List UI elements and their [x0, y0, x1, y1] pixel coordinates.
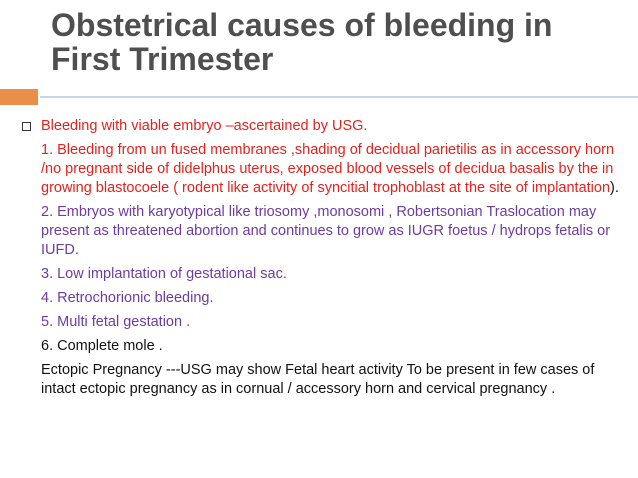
- ectopic-paragraph: Ectopic Pregnancy ---USG may show Fetal heart activity To be present in few cases of intact ectopic pregnancy as in cornual / accessory horn and cervical pregnancy .: [41, 362, 595, 397]
- title-line-1: Obstetrical causes of bleeding in: [51, 7, 553, 43]
- title-divider: [40, 96, 638, 98]
- list-item-2: 2. Embryos with karyotypical like triosomy ,monosomi , Robertsonian Traslocation may present as threatened abortion and continues to grow as IUGR foetus / hydrops fetalis or IUFD.: [41, 204, 611, 258]
- list-item-6: 6. Complete mole .: [41, 338, 163, 354]
- slide-body: [22, 117, 620, 404]
- item-1-text: 1. Bleeding from un fused membranes ,shading of decidual parietilis as in accessory horn /no pregnant side of didelphus uterus, exposed blood vessels of decidua basalis by the in growing blastocoele ( rodent like activity of syncitial trophoblast at the site of implantation: [41, 142, 615, 196]
- accent-block: [0, 89, 38, 105]
- bullet-text: Bleeding with viable embryo –ascertained by USG.: [41, 118, 368, 134]
- slide-title: [51, 8, 611, 76]
- bullet-item: [22, 117, 620, 136]
- list-item-5: 5. Multi fetal gestation .: [41, 314, 191, 330]
- item-1-end: ).: [610, 180, 619, 196]
- list-item-1: [22, 141, 620, 198]
- list-item-3: 3. Low implantation of gestational sac.: [41, 266, 287, 282]
- square-bullet-icon: [22, 122, 31, 131]
- title-line-2: First Trimester: [51, 41, 274, 77]
- list-item-4: 4. Retrochorionic bleeding.: [41, 290, 214, 306]
